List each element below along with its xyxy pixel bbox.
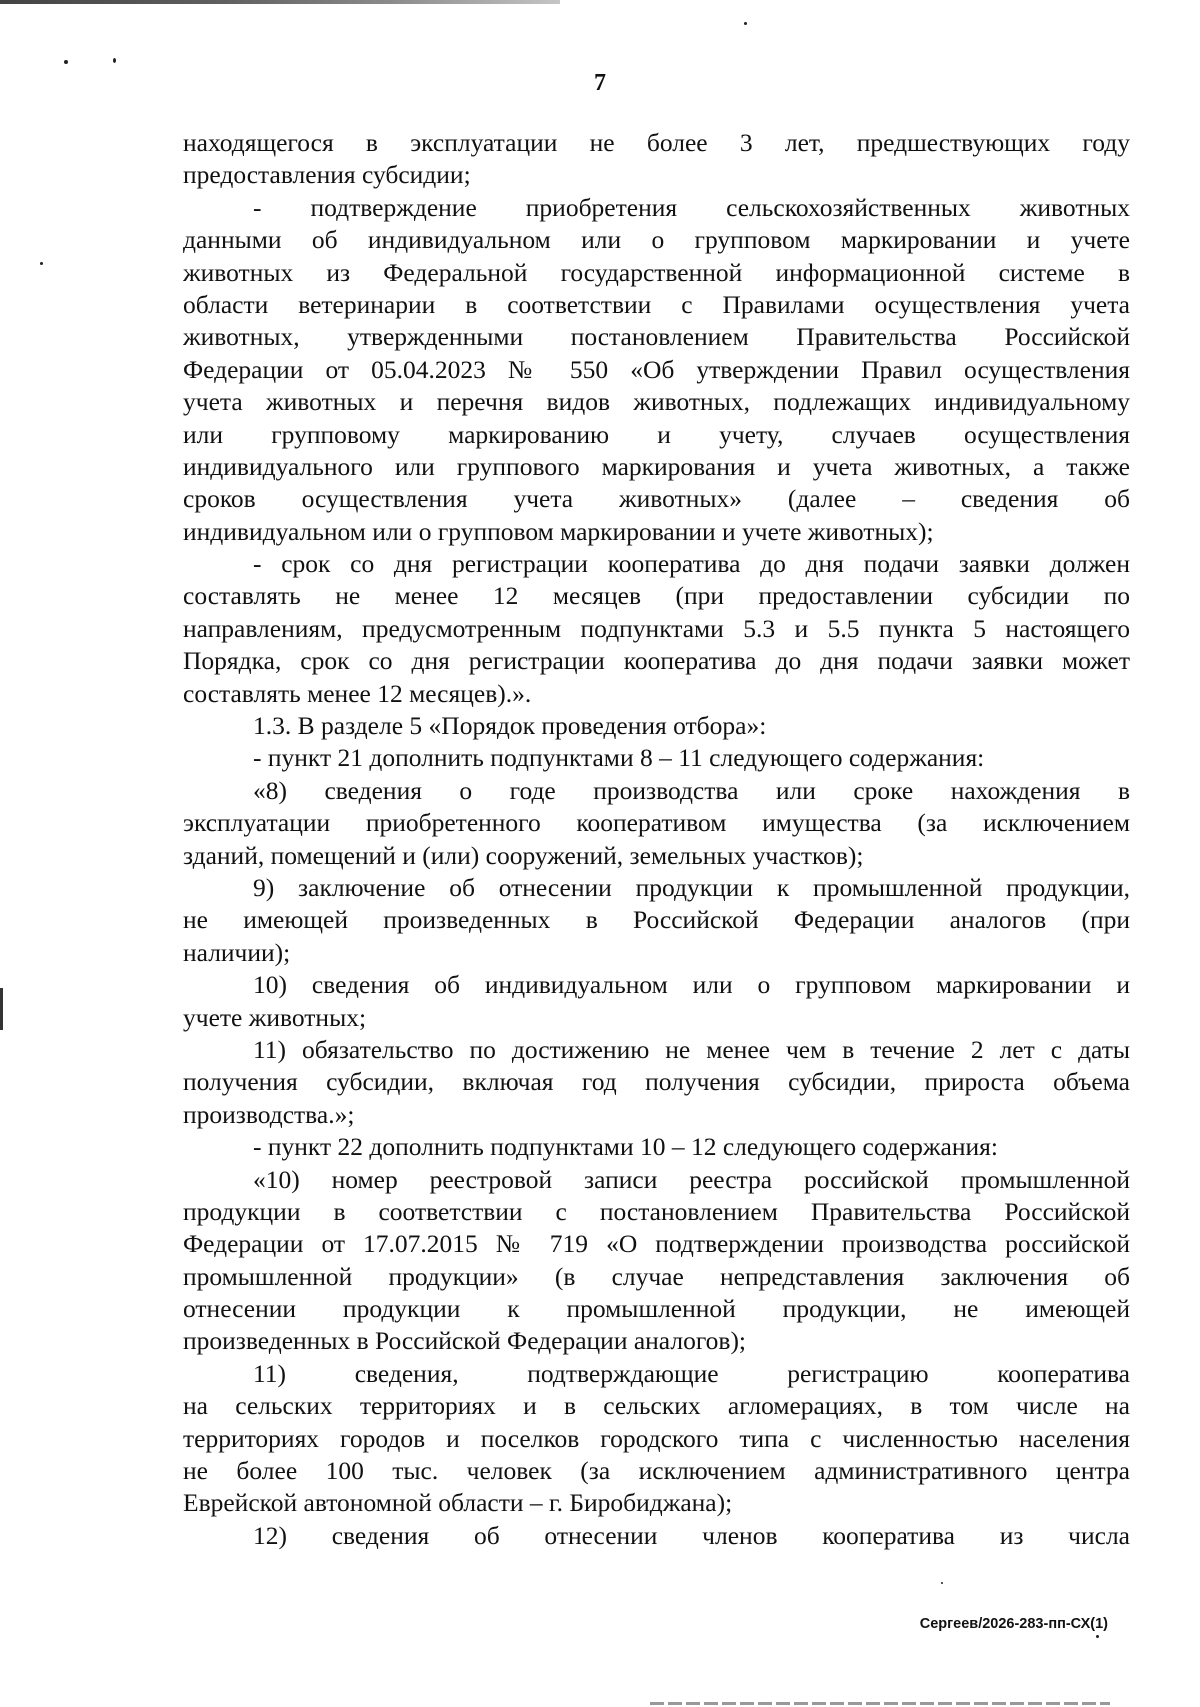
document-reference: Сергеев/2026-283-пп-СХ(1) — [919, 1616, 1108, 1632]
text-line: направлениям, предусмотренным подпунктами 5.3 и 5.5 пункта 5 настоящего — [183, 613, 1130, 643]
text-line: - пункт 22 дополнить подпунктами 10 – 12 следующего содержания: — [253, 1132, 998, 1162]
text-line: промышленной продукции» (в случае непредставления заключения об — [183, 1261, 1130, 1291]
text-line: предоставления субсидии; — [183, 160, 471, 190]
text-line: области ветеринарии в соответствии с Правилами осуществления учета — [183, 289, 1130, 319]
text-line: находящегося в эксплуатации не более 3 лет, предшествующих году — [183, 128, 1130, 157]
text-line: 11) сведения, подтверждающие регистрацию кооператива — [253, 1358, 1130, 1388]
text-line: животных, утвержденными постановлением Правительства Российской — [183, 322, 1130, 352]
scan-speck — [744, 22, 747, 25]
scan-edge-top — [0, 0, 560, 4]
text-line: составлять менее 12 месяцев).». — [183, 678, 532, 708]
text-line: эксплуатации приобретенного кооперативом имущества (за исключением — [183, 808, 1130, 838]
text-line: составлять не менее 12 месяцев (при предоставлении субсидии по — [183, 581, 1130, 611]
text-line: 9) заключение об отнесении продукции к промышленной продукции, — [253, 872, 1130, 902]
text-line: не более 100 тыс. человек (за исключением административного центра — [183, 1456, 1130, 1486]
text-line: на сельских территориях и в сельских агломерациях, в том числе на — [183, 1391, 1130, 1421]
text-line: территориях городов и поселков городского типа с численностью населения — [183, 1423, 1130, 1453]
text-line: данными об индивидуальном или о групповом маркировании и учете — [183, 225, 1130, 255]
text-line: зданий, помещений и (или) сооружений, земельных участков); — [183, 840, 864, 870]
text-line: 11) обязательство по достижению не менее чем в течение 2 лет с даты — [253, 1034, 1130, 1064]
scan-speck — [1096, 1635, 1099, 1638]
scan-speck — [113, 58, 116, 63]
text-line: продукции в соответствии с постановлением Правительства Российской — [183, 1196, 1130, 1226]
scan-edge-bottom — [650, 1702, 1110, 1705]
text-line: или групповому маркированию и учету, случаев осуществления — [183, 419, 1130, 449]
text-line: учете животных; — [183, 1002, 367, 1032]
text-line: 1.3. В разделе 5 «Порядок проведения отбора»: — [253, 711, 767, 741]
scan-speck — [941, 1582, 943, 1584]
text-line: - срок со дня регистрации кооператива до дня подачи заявки должен — [253, 549, 1130, 579]
text-line: - пункт 21 дополнить подпунктами 8 – 11 следующего содержания: — [253, 743, 985, 773]
text-line: животных из Федеральной государственной информационной системе в — [183, 257, 1130, 287]
text-line: учета животных и перечня видов животных, подлежащих индивидуальному — [183, 387, 1130, 417]
scan-speck — [64, 60, 68, 64]
text-line: производства.»; — [183, 1099, 355, 1129]
text-line: «8) сведения о годе производства или сроке нахождения в — [253, 775, 1130, 805]
text-line: - подтверждение приобретения сельскохозяйственных животных — [253, 192, 1130, 222]
text-line: не имеющей произведенных в Российской Федерации аналогов (при — [183, 905, 1130, 935]
text-line: индивидуальном или о групповом маркировании и учете животных); — [183, 516, 934, 546]
text-line: Федерации от 05.04.2023 № 550 «Об утверждении Правил осуществления — [183, 354, 1130, 384]
text-line: наличии); — [183, 937, 291, 967]
document-body — [183, 127, 1130, 1552]
scan-speck — [40, 262, 43, 265]
page-number: 7 — [594, 70, 606, 96]
text-line: 10) сведения об индивидуальном или о групповом маркировании и — [253, 970, 1130, 1000]
text-line: 12) сведения об отнесении членов кооператива из числа — [253, 1520, 1130, 1550]
text-line: индивидуального или группового маркирования и учета животных, а также — [183, 451, 1130, 481]
text-line: произведенных в Российской Федерации аналогов); — [183, 1326, 747, 1356]
text-line: отнесении продукции к промышленной продукции, не имеющей — [183, 1294, 1130, 1324]
text-line: сроков осуществления учета животных» (далее – сведения об — [183, 484, 1130, 514]
text-line: Еврейской автономной области – г. Биробиджана); — [183, 1488, 733, 1518]
text-line: «10) номер реестровой записи реестра российской промышленной — [253, 1164, 1130, 1194]
scan-edge-mark — [0, 988, 3, 1030]
text-line: Порядка, срок со дня регистрации кооператива до дня подачи заявки может — [183, 646, 1130, 676]
text-line: получения субсидии, включая год получения субсидии, прироста объема — [183, 1067, 1130, 1097]
text-line: Федерации от 17.07.2015 № 719 «О подтверждении производства российской — [183, 1229, 1130, 1259]
